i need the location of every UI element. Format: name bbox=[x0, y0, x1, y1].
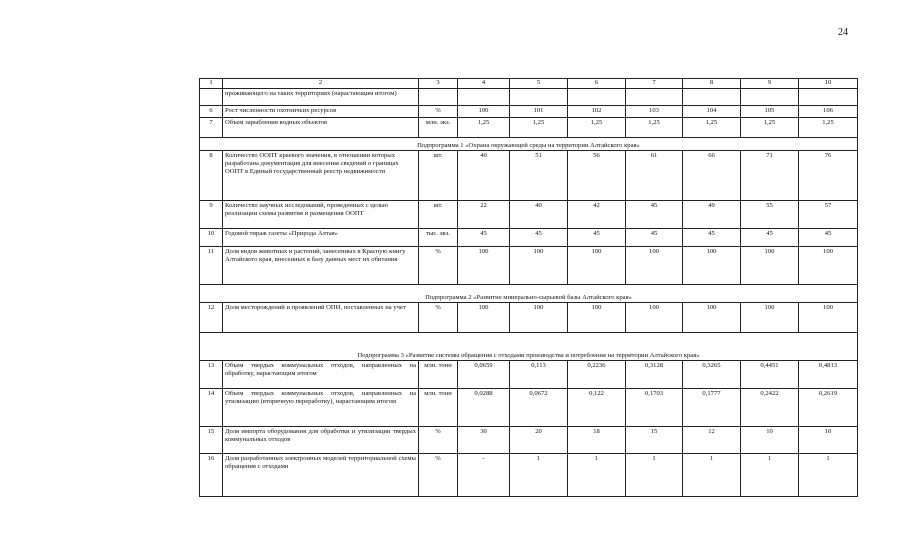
value-cell: 10 bbox=[799, 427, 858, 454]
value-cell: 0,3265 bbox=[683, 361, 741, 389]
table-row bbox=[200, 89, 858, 106]
indicator-name-cell: Количество ООПТ краевого значения, в отношении которых разработана документация для внесения сведений о границах ООПТ в Единый государственный реестр недвижимости bbox=[223, 151, 419, 201]
value-cell: 100 bbox=[568, 303, 626, 333]
row-number-cell: 7 bbox=[200, 118, 223, 138]
row-number-cell: 13 bbox=[200, 361, 223, 389]
value-cell: 1 bbox=[568, 454, 626, 497]
value-cell: 0,2422 bbox=[741, 389, 799, 427]
value-cell: 1,25 bbox=[741, 118, 799, 138]
subprogram-row bbox=[200, 138, 858, 151]
value-cell: 100 bbox=[458, 106, 510, 118]
indicator-name-cell: Объем твердых коммунальных отходов, направленных на обработку, нарастающим итогом bbox=[223, 361, 419, 389]
row-number-cell: 16 bbox=[200, 454, 223, 497]
table-row bbox=[200, 247, 858, 285]
header-cell: 8 bbox=[683, 79, 741, 89]
value-cell: 0,1703 bbox=[626, 389, 683, 427]
value-cell: 1 bbox=[799, 454, 858, 497]
row-number-cell: 8 bbox=[200, 151, 223, 201]
value-cell: 61 bbox=[626, 151, 683, 201]
value-cell: 0,0288 bbox=[458, 389, 510, 427]
value-cell: 0,1777 bbox=[683, 389, 741, 427]
row-number-cell: 6 bbox=[200, 106, 223, 118]
table-row bbox=[200, 118, 858, 138]
value-cell: 106 bbox=[799, 106, 858, 118]
value-cell: 100 bbox=[510, 247, 568, 285]
value-cell: 57 bbox=[799, 201, 858, 229]
value-cell: 1,25 bbox=[458, 118, 510, 138]
value-cell bbox=[626, 89, 683, 106]
value-cell: 100 bbox=[683, 247, 741, 285]
row-number-cell bbox=[200, 89, 223, 106]
subprogram-title: Подпрограмма 2 «Развитие минерально-сырьевой базы Алтайского края» bbox=[200, 285, 858, 303]
value-cell: 40 bbox=[458, 151, 510, 201]
value-cell: 45 bbox=[626, 201, 683, 229]
value-cell bbox=[799, 89, 858, 106]
value-cell: 51 bbox=[510, 151, 568, 201]
table-row bbox=[200, 151, 858, 201]
value-cell: 1,25 bbox=[626, 118, 683, 138]
value-cell: 0,4451 bbox=[741, 361, 799, 389]
value-cell bbox=[683, 89, 741, 106]
unit-cell: млн. тонн bbox=[419, 361, 458, 389]
value-cell: 0,2236 bbox=[568, 361, 626, 389]
indicator-name-cell: Доля импорта оборудования для обработки и утилизации твердых коммунальных отходов bbox=[223, 427, 419, 454]
value-cell: - bbox=[458, 454, 510, 497]
value-cell: 1 bbox=[683, 454, 741, 497]
value-cell: 45 bbox=[799, 229, 858, 247]
table-row bbox=[200, 361, 858, 389]
unit-cell: млн. тонн bbox=[419, 389, 458, 427]
unit-cell: тыс. экз. bbox=[419, 229, 458, 247]
value-cell: 100 bbox=[626, 247, 683, 285]
value-cell bbox=[458, 89, 510, 106]
header-cell: 7 bbox=[626, 79, 683, 89]
value-cell: 45 bbox=[568, 229, 626, 247]
value-cell: 0,0672 bbox=[510, 389, 568, 427]
value-cell: 42 bbox=[568, 201, 626, 229]
row-number-cell: 15 bbox=[200, 427, 223, 454]
value-cell: 100 bbox=[683, 303, 741, 333]
value-cell: 1,25 bbox=[568, 118, 626, 138]
value-cell: 100 bbox=[799, 247, 858, 285]
row-number-cell: 9 bbox=[200, 201, 223, 229]
header-cell: 5 bbox=[510, 79, 568, 89]
value-cell: 1 bbox=[741, 454, 799, 497]
indicator-name-cell: Доля видов животных и растений, занесенных в Красную книгу Алтайского края, внесенных в базу данных мест их обитания bbox=[223, 247, 419, 285]
value-cell bbox=[741, 89, 799, 106]
page-number: 24 bbox=[838, 27, 848, 38]
value-cell: 100 bbox=[741, 247, 799, 285]
value-cell: 45 bbox=[458, 229, 510, 247]
value-cell: 100 bbox=[458, 303, 510, 333]
header-cell: 6 bbox=[568, 79, 626, 89]
indicator-name-cell: Годовой тираж газеты «Природа Алтая» bbox=[223, 229, 419, 247]
value-cell: 100 bbox=[626, 303, 683, 333]
indicator-name-cell: Доля разработанных электронных моделей территориальной схемы обращения с отходами bbox=[223, 454, 419, 497]
value-cell: 100 bbox=[458, 247, 510, 285]
indicator-name-cell: Количество научных исследований, проведенных с целью реализации схемы развития и размещения ООПТ bbox=[223, 201, 419, 229]
header-cell: 1 bbox=[200, 79, 223, 89]
unit-cell: % bbox=[419, 303, 458, 333]
header-cell: 10 bbox=[799, 79, 858, 89]
header-cell: 9 bbox=[741, 79, 799, 89]
value-cell: 100 bbox=[510, 303, 568, 333]
indicator-name-cell: Объем зарыбления водных объектов bbox=[223, 118, 419, 138]
value-cell: 101 bbox=[510, 106, 568, 118]
value-cell: 100 bbox=[741, 303, 799, 333]
unit-cell: млн. экз. bbox=[419, 118, 458, 138]
unit-cell: % bbox=[419, 106, 458, 118]
value-cell: 1 bbox=[626, 454, 683, 497]
value-cell: 40 bbox=[510, 201, 568, 229]
value-cell: 76 bbox=[799, 151, 858, 201]
value-cell bbox=[510, 89, 568, 106]
unit-cell: шт. bbox=[419, 201, 458, 229]
unit-cell: шт. bbox=[419, 151, 458, 201]
value-cell: 30 bbox=[458, 427, 510, 454]
unit-cell: % bbox=[419, 247, 458, 285]
table-row bbox=[200, 389, 858, 427]
table-header-row bbox=[200, 79, 858, 89]
value-cell: 0,2619 bbox=[799, 389, 858, 427]
value-cell: 45 bbox=[741, 229, 799, 247]
value-cell: 1,25 bbox=[799, 118, 858, 138]
value-cell: 100 bbox=[799, 303, 858, 333]
value-cell: 10 bbox=[741, 427, 799, 454]
value-cell: 0,113 bbox=[510, 361, 568, 389]
indicator-name-cell: Доля месторождений и проявлений ОПИ, поставленных на учет bbox=[223, 303, 419, 333]
value-cell: 15 bbox=[626, 427, 683, 454]
table-row bbox=[200, 229, 858, 247]
indicator-name-cell: проживающего на таких территориях (нарастающим итогом) bbox=[223, 89, 419, 106]
table-row bbox=[200, 427, 858, 454]
subprogram-row bbox=[200, 333, 858, 361]
row-number-cell: 10 bbox=[200, 229, 223, 247]
header-cell: 3 bbox=[419, 79, 458, 89]
value-cell: 49 bbox=[683, 201, 741, 229]
value-cell: 1 bbox=[510, 454, 568, 497]
value-cell: 71 bbox=[741, 151, 799, 201]
table-row bbox=[200, 303, 858, 333]
indicator-name-cell: Рост численности охотничьих ресурсов bbox=[223, 106, 419, 118]
value-cell: 105 bbox=[741, 106, 799, 118]
header-cell: 2 bbox=[223, 79, 419, 89]
value-cell: 0,0659 bbox=[458, 361, 510, 389]
value-cell: 0,4813 bbox=[799, 361, 858, 389]
table-row bbox=[200, 454, 858, 497]
unit-cell: % bbox=[419, 454, 458, 497]
value-cell: 55 bbox=[741, 201, 799, 229]
value-cell: 1,25 bbox=[510, 118, 568, 138]
value-cell: 22 bbox=[458, 201, 510, 229]
subprogram-title: Подпрограмма 3 «Развитие системы обращения с отходами производства и потребления на территории Алтайского края» bbox=[200, 333, 858, 361]
value-cell: 0,3128 bbox=[626, 361, 683, 389]
indicators-table bbox=[199, 78, 858, 497]
value-cell: 45 bbox=[626, 229, 683, 247]
value-cell: 45 bbox=[683, 229, 741, 247]
value-cell: 104 bbox=[683, 106, 741, 118]
value-cell bbox=[568, 89, 626, 106]
subprogram-row bbox=[200, 285, 858, 303]
header-cell: 4 bbox=[458, 79, 510, 89]
unit-cell bbox=[419, 89, 458, 106]
value-cell: 100 bbox=[568, 247, 626, 285]
value-cell: 56 bbox=[568, 151, 626, 201]
value-cell: 18 bbox=[568, 427, 626, 454]
indicator-name-cell: Объем твердых коммунальных отходов, направленных на утилизацию (вторичную переработку), нарастающим итогом bbox=[223, 389, 419, 427]
unit-cell: % bbox=[419, 427, 458, 454]
row-number-cell: 11 bbox=[200, 247, 223, 285]
value-cell: 1,25 bbox=[683, 118, 741, 138]
value-cell: 0,122 bbox=[568, 389, 626, 427]
value-cell: 45 bbox=[510, 229, 568, 247]
value-cell: 102 bbox=[568, 106, 626, 118]
table-row bbox=[200, 106, 858, 118]
value-cell: 103 bbox=[626, 106, 683, 118]
value-cell: 20 bbox=[510, 427, 568, 454]
table-row bbox=[200, 201, 858, 229]
row-number-cell: 12 bbox=[200, 303, 223, 333]
subprogram-title: Подпрограмма 1 «Охрана окружающей среды на территории Алтайского края» bbox=[200, 138, 858, 151]
row-number-cell: 14 bbox=[200, 389, 223, 427]
value-cell: 12 bbox=[683, 427, 741, 454]
value-cell: 66 bbox=[683, 151, 741, 201]
